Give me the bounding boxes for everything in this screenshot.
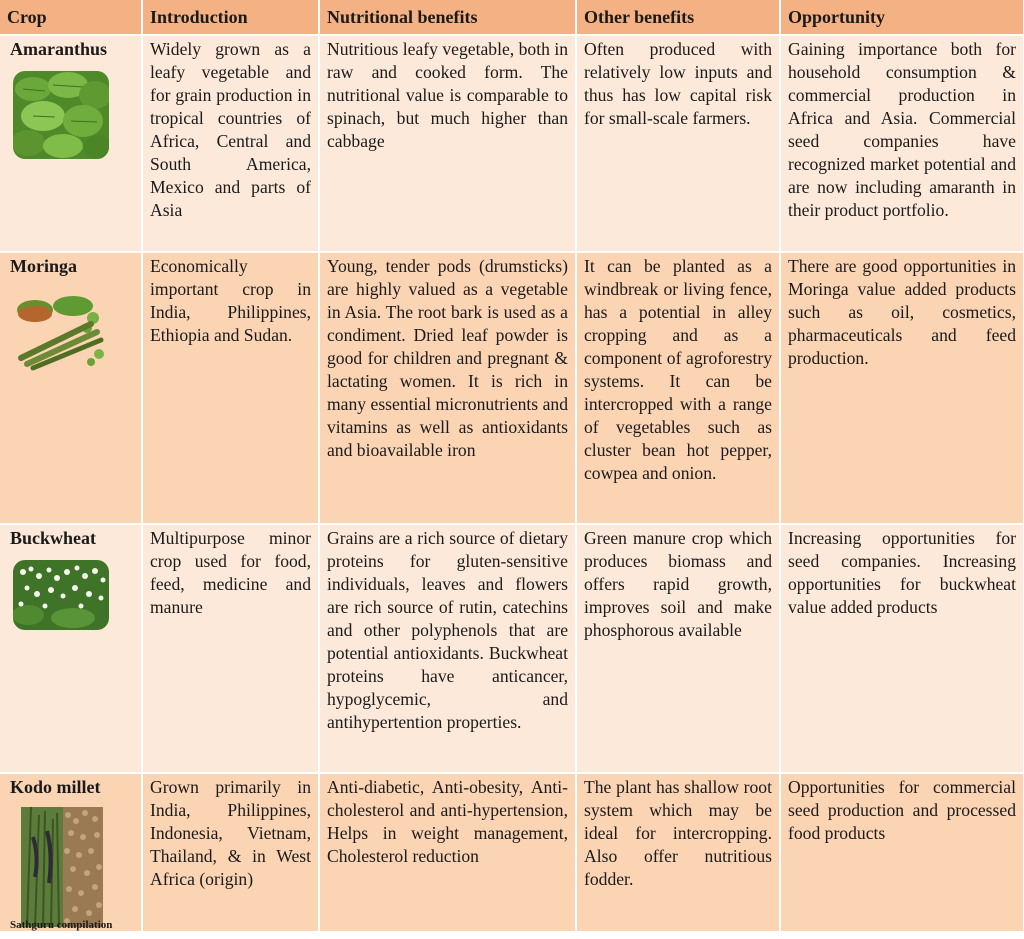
source-note: Sathguru compilation [10, 919, 113, 931]
opportunity-cell: Increasing opportunities for seed companies. Increasing opportunities for buckwheat value added products [780, 524, 1024, 773]
header-opportunity: Opportunity [780, 0, 1024, 35]
crop-name: Amaranthus [10, 39, 108, 59]
table-row [0, 252, 1024, 524]
crop-name: Moringa [10, 256, 77, 276]
introduction-cell: Widely grown as a leafy vegetable and for grain production in tropical countries of Africa, Central and South America, Mexico and parts of Asia [142, 35, 319, 252]
crop-cell [0, 252, 142, 524]
crop-name: Kodo millet [10, 777, 101, 797]
table-row [0, 35, 1024, 252]
crop-cell [0, 524, 142, 773]
other-benefits-cell: Often produced with relatively low inputs and thus has low capital risk for small-scale farmers. [576, 35, 780, 252]
amaranthus-leaves-photo [13, 71, 109, 159]
header-introduction: Introduction [142, 0, 319, 35]
other-benefits-cell: It can be planted as a windbreak or living fence, has a potential in alley cropping and as a component of agroforestry systems. It can be intercropped with a range of vegetables such as cluster bean hot pepper, cowpea and onion. [576, 252, 780, 524]
nutritional-cell: Nutritious leafy vegetable, both in raw and cooked form. The nutritional value is comparable to spinach, but much higher than cabbage [319, 35, 576, 252]
table-header [0, 0, 1024, 35]
crop-cell [0, 773, 142, 932]
kodo-millet-grain-photo [13, 807, 109, 927]
introduction-cell: Multipurpose minor crop used for food, feed, medicine and manure [142, 524, 319, 773]
table-row [0, 524, 1024, 773]
opportunity-cell: Opportunities for commercial seed production and processed food products [780, 773, 1024, 932]
header-nutritional-benefits: Nutritional benefits [319, 0, 576, 35]
crop-cell [0, 35, 142, 252]
nutritional-cell: Anti-diabetic, Anti-obesity, Anti-cholesterol and anti-hypertension, Helps in weight management, Cholesterol reduction [319, 773, 576, 932]
introduction-cell: Economically important crop in India, Philippines, Ethiopia and Sudan. [142, 252, 319, 524]
introduction-cell: Grown primarily in India, Philippines, Indonesia, Vietnam, Thailand, & in West Africa (origin) [142, 773, 319, 932]
header-crop: Crop [0, 0, 142, 35]
crop-name: Buckwheat [10, 528, 97, 548]
opportunity-cell: Gaining importance both for household consumption & commercial production in Africa and Asia. Commercial seed companies have recognized market potential and are now including amaranth in their product portfolio. [780, 35, 1024, 252]
other-benefits-cell: The plant has shallow root system which may be ideal for intercropping. Also offer nutritious fodder. [576, 773, 780, 932]
nutritional-cell: Young, tender pods (drumsticks) are highly valued as a vegetable in Asia. The root bark is used as a condiment. Dried leaf powder is good for children and pregnant & lactating women. It is rich in many essential micronutrients and vitamins as well as antioxidants and bioavailable iron [319, 252, 576, 524]
moringa-pods-photo [13, 288, 109, 376]
table-row [0, 773, 1024, 932]
nutritional-cell: Grains are a rich source of dietary proteins for gluten-sensitive individuals, leaves and flowers are rich source of rutin, catechins and other polyphenols that are potential antioxidants. Buckwheat proteins have anticancer, hypoglycemic, and antihypertention properties. [319, 524, 576, 773]
header-other-benefits: Other benefits [576, 0, 780, 35]
opportunity-cell: There are good opportunities in Moringa value added products such as oil, cosmetics, pharmaceuticals and feed production. [780, 252, 1024, 524]
buckwheat-flowers-photo [13, 560, 109, 630]
other-benefits-cell: Green manure crop which produces biomass and offers rapid growth, improves soil and make phosphorous available [576, 524, 780, 773]
